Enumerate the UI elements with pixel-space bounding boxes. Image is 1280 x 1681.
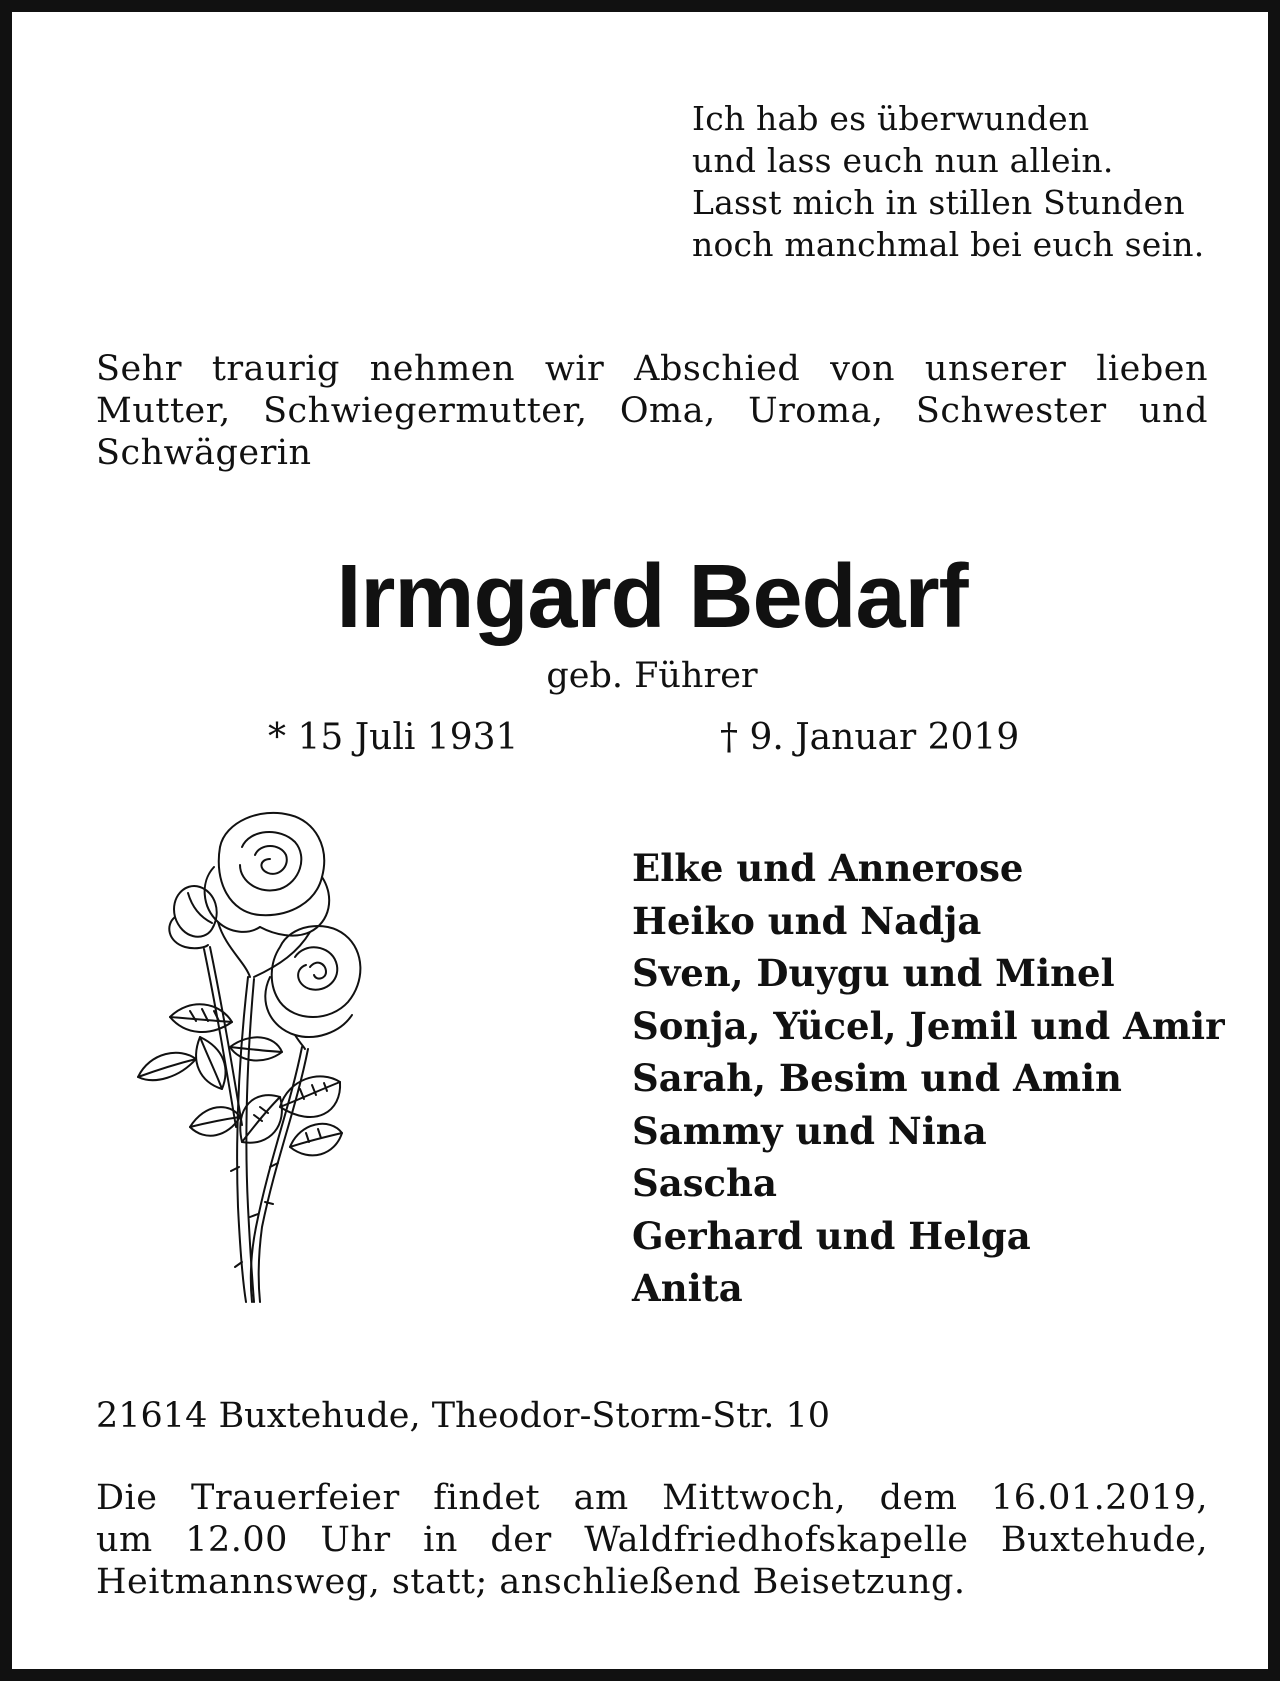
poem-line: Ich hab es überwunden — [692, 99, 1090, 138]
farewell-text — [96, 348, 1208, 474]
farewell-line: Schwägerin — [96, 433, 312, 473]
rose-illustration — [130, 807, 390, 1307]
mourner-entry: Gerhard und Helga — [632, 1213, 1031, 1258]
mourner-entry: Anita — [632, 1266, 743, 1310]
mourners-list — [632, 842, 1225, 1315]
mourner-entry: Heiko und Nadja — [632, 898, 982, 943]
farewell-line: Sehr traurig nehmen wir Abschied von unserer lieben — [96, 349, 1208, 389]
service-line: um 12.00 Uhr in der Waldfriedhofskapelle Buxtehude, — [96, 1520, 1208, 1560]
mourner-entry: Sammy und Nina — [632, 1108, 987, 1153]
farewell-line: Mutter, Schwiegermutter, Oma, Uroma, Schwester und — [96, 391, 1208, 431]
funeral-service-info — [96, 1477, 1208, 1603]
birth-date: * 15 Juli 1931 — [268, 717, 519, 758]
poem-line: und lass euch nun allein. — [692, 141, 1114, 180]
poem-line: noch manchmal bei euch sein. — [692, 225, 1205, 264]
address: 21614 Buxtehude, Theodor-Storm-Str. 10 — [96, 1396, 830, 1436]
poem-line: Lasst mich in stillen Stunden — [692, 183, 1185, 222]
death-date: † 9. Januar 2019 — [720, 717, 1020, 758]
birth-name: geb. Führer — [546, 656, 758, 696]
mourner-entry: Elke und Annerose — [632, 846, 1024, 890]
poem — [692, 98, 1204, 266]
service-line: Heitmannsweg, statt; anschließend Beisetzung. — [96, 1562, 966, 1602]
deceased-name: Irmgard Bedarf — [336, 547, 968, 647]
mourner-entry: Sonja, Yücel, Jemil und Amir — [632, 1003, 1225, 1048]
mourner-entry: Sascha — [632, 1161, 777, 1205]
mourner-entry: Sarah, Besim und Amin — [632, 1056, 1122, 1100]
mourner-entry: Sven, Duygu und Minel — [632, 951, 1115, 995]
service-line: Die Trauerfeier findet am Mittwoch, dem 16.01.2019, — [96, 1478, 1208, 1518]
